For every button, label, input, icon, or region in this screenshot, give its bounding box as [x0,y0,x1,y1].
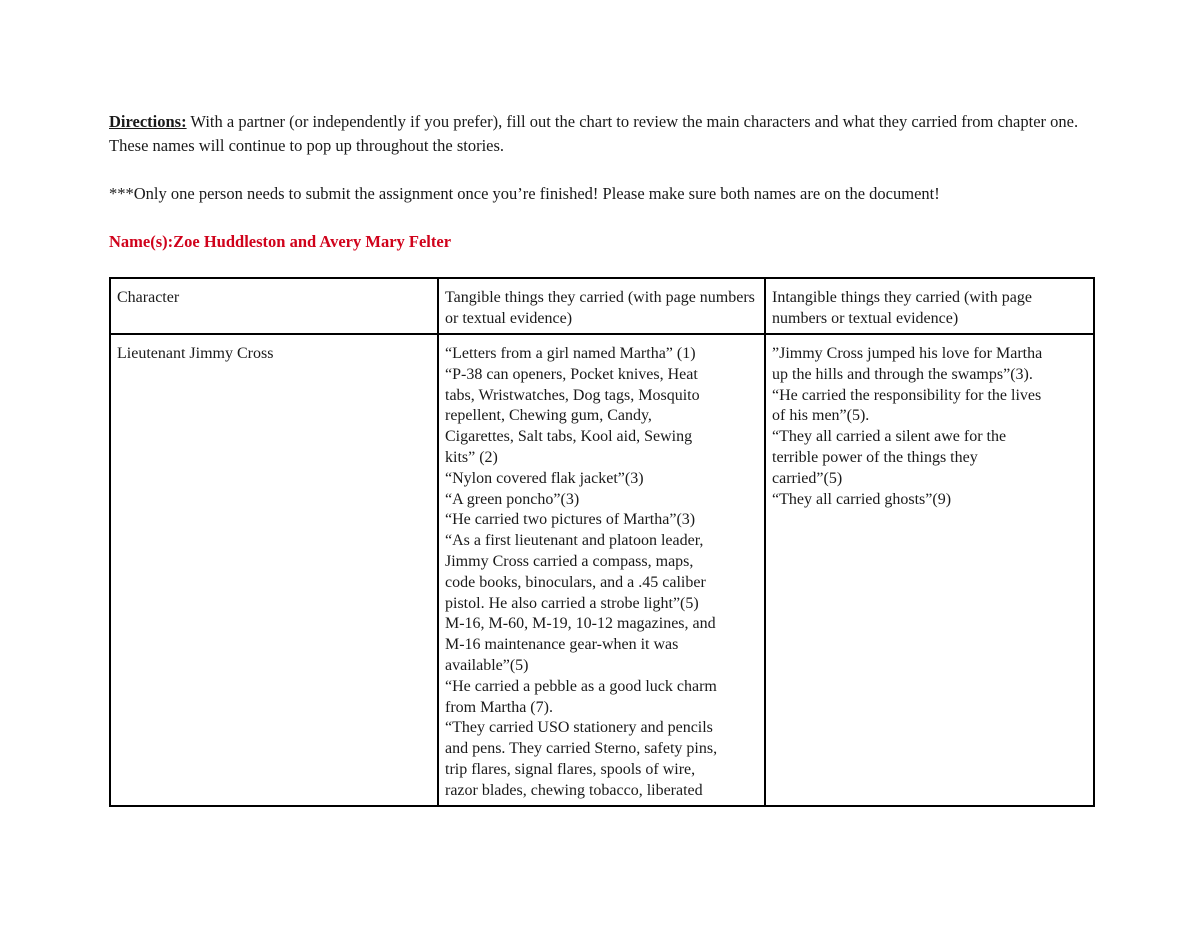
names-value: Zoe Huddleston and Avery Mary Felter [173,232,452,251]
tangible-line: and pens. They carried Sterno, safety pins, [445,740,718,758]
tangible-line: available”(5) [445,656,529,674]
intangible-line: “They all carried ghosts”(9) [772,490,952,508]
header-character: Character [110,278,438,334]
tangible-line: tabs, Wristwatches, Dog tags, Mosquito [445,386,700,404]
intangible-cell [765,334,1094,806]
character-cell: Lieutenant Jimmy Cross [110,334,438,806]
intangible-line: carried”(5) [772,469,843,487]
characters-chart [109,277,1095,807]
tangible-line: repellent, Chewing gum, Candy, [445,407,652,425]
tangible-line: “Letters from a girl named Martha” (1) [445,345,696,362]
tangible-line: “A green poncho”(3) [445,490,580,508]
table-row [110,334,1094,806]
intangible-line: “They all carried a silent awe for the [772,428,1007,446]
submission-note: ***Only one person needs to submit the assignment once you’re finished! Please make sure both names are on the document! [109,184,940,203]
tangible-line: trip flares, signal flares, spools of wire, [445,760,696,778]
intangible-line: of his men”(5). [772,407,870,425]
tangible-line: “He carried two pictures of Martha”(3) [445,511,696,529]
tangible-line: “They carried USO stationery and pencils [445,719,713,737]
tangible-line: Cigarettes, Salt tabs, Kool aid, Sewing [445,428,693,446]
tangible-line: pistol. He also carried a strobe light”(5) [445,594,699,612]
tangible-line: “P-38 can openers, Pocket knives, Heat [445,365,698,383]
tangible-line: code books, binoculars, and a .45 caliber [445,573,706,591]
names-label: Name(s): [109,232,174,251]
intangible-line: ”Jimmy Cross jumped his love for Martha [772,345,1043,362]
tangible-line: M-16, M-60, M-19, 10-12 magazines, and [445,615,716,633]
directions-paragraph [109,110,1099,158]
header-tangible: Tangible things they carried (with page numbers or textual evidence) [438,278,765,334]
chart-header-row [110,278,1094,334]
tangible-line: from Martha (7). [445,698,553,716]
intangible-line: up the hills and through the swamps”(3). [772,365,1033,383]
tangible-cell [438,334,765,806]
intangible-line: “He carried the responsibility for the lives [772,386,1042,404]
intangible-line: terrible power of the things they [772,448,978,466]
directions-label: Directions: [109,112,187,131]
tangible-line: “He carried a pebble as a good luck charm [445,677,717,695]
tangible-line: Jimmy Cross carried a compass, maps, [445,552,694,570]
tangible-line: “Nylon covered flak jacket”(3) [445,469,644,487]
tangible-line: kits” (2) [445,448,498,466]
directions-text: With a partner (or independently if you prefer), fill out the chart to review the main characters and what they carried from chapter one. These names will continue to pop up throughout the stories. [109,112,1079,155]
names-line [109,230,451,254]
tangible-line: razor blades, chewing tobacco, liberated [445,781,703,799]
tangible-line: M-16 maintenance gear-when it was [445,636,679,654]
tangible-line: “As a first lieutenant and platoon leader, [445,532,704,550]
header-intangible: Intangible things they carried (with page numbers or textual evidence) [765,278,1094,334]
